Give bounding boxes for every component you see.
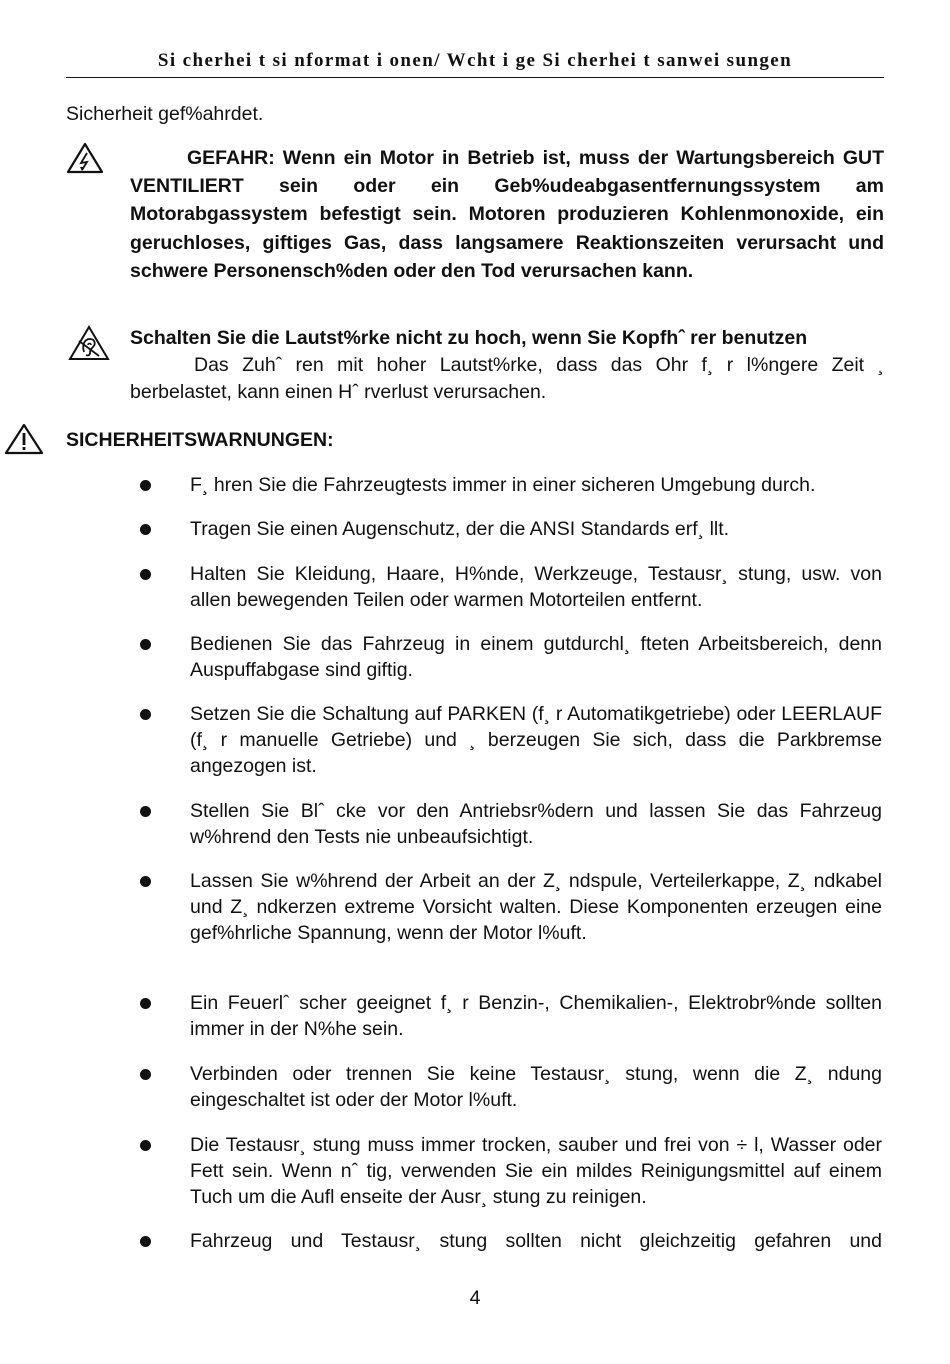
list-item-text: Lassen Sie w%hrend der Arbeit an der Z¸ ndspule, Verteilerkappe, Z¸ ndkabel und Z¸ ndkerzen extreme Vorsicht walten. Diese Komponenten erzeugen eine gef%hrliche Spannung, wenn der Motor l%uft. [190,870,882,945]
bullet-icon [140,876,151,887]
high-voltage-warning-icon [66,142,104,174]
bullet-icon [140,480,151,491]
bullet-icon [140,639,151,650]
bullet-icon [140,1140,151,1151]
bullet-icon [140,998,151,1009]
list-item-text: Verbinden oder trennen Sie keine Testausr¸ stung, wenn die Z¸ ndung eingeschaltet ist oder der Motor l%uft. [190,1063,882,1112]
hearing-warning-title: Schalten Sie die Lautst%rke nicht zu hoch, wenn Sie Kopfhˆ rer benutzen [130,327,808,349]
list-item-text: Setzen Sie die Schaltung auf PARKEN (f¸ r Automatikgetriebe) oder LEERLAUF (f¸ r manuelle Getriebe) und ¸ berzeugen Sie sich, dass die Parkbremse angezogen ist. [190,703,882,778]
hearing-warning-text: Das Zuhˆ ren mit hoher Lautst%rke, dass das Ohr f¸ r l%ngere Zeit ¸ berbelastet, kann einen Hˆ rverlust verursachen. [130,354,884,403]
list-item-text: Bedienen Sie das Fahrzeug in einem gutdurchl¸ fteten Arbeitsbereich, denn Auspuffabgase sind giftig. [190,633,882,682]
list-item-text: Halten Sie Kleidung, Haare, H%nde, Werkzeuge, Testausr¸ stung, usw. von allen bewegenden Teilen oder warmen Motorteilen entfernt. [190,563,882,612]
hearing-damage-warning-icon [68,325,110,361]
warning-triangle-icon [4,423,44,455]
bullet-icon [140,806,151,817]
list-item-text: Ein Feuerlˆ scher geeignet f¸ r Benzin-, Chemikalien-, Elektrobr%nde sollten immer in der N%he sein. [190,992,882,1041]
intro-text: Sicherheit gef%ahrdet. [66,103,264,125]
list-item-text: Fahrzeug und Testausr¸ stung sollten nicht gleichzeitig gefahren und [190,1230,882,1252]
header-title: Si cherhei t si nformat i onen/ Wcht i ge Si cherhei t sanwei sungen [157,50,793,71]
bullet-icon [140,1069,151,1080]
safety-warnings-heading: SICHERHEITSWARNUNGEN: [66,429,334,451]
bullet-icon [140,709,151,720]
bullet-icon [140,569,151,580]
header-rule [66,77,884,78]
list-item-text: Stellen Sie Blˆ cke vor den Antriebsr%dern und lassen Sie das Fahrzeug w%hrend den Tests nie unbeaufsichtigt. [190,800,882,849]
list-item-text: Die Testausr¸ stung muss immer trocken, sauber und frei von ÷ l, Wasser oder Fett sein. Wenn nˆ tig, verwenden Sie ein mildes Reinigungsmittel auf einem Tuch um die Aufl enseite der Ausr¸ stung zu reinigen. [190,1134,882,1209]
list-item-text: Tragen Sie einen Augenschutz, der die ANSI Standards erf¸ llt. [190,518,730,540]
bullet-icon [140,1236,151,1247]
list-item-text: F¸ hren Sie die Fahrzeugtests immer in einer sicheren Umgebung durch. [190,474,816,496]
bullet-icon [140,524,151,535]
page-number: 4 [469,1287,481,1309]
danger-warning-text: GEFAHR: Wenn ein Motor in Betrieb ist, muss der Wartungsbereich GUT VENTILIERT sein oder ein Geb%udeabgasentfernungssystem am Motorabgassystem befestigt sein. Motoren produzieren Kohlenmonoxide, ein geruchloses, giftiges Gas, dass langsamere Reaktionszeiten verursacht und schwere Personensch%den oder den Tod verursachen kann. [130,147,884,282]
